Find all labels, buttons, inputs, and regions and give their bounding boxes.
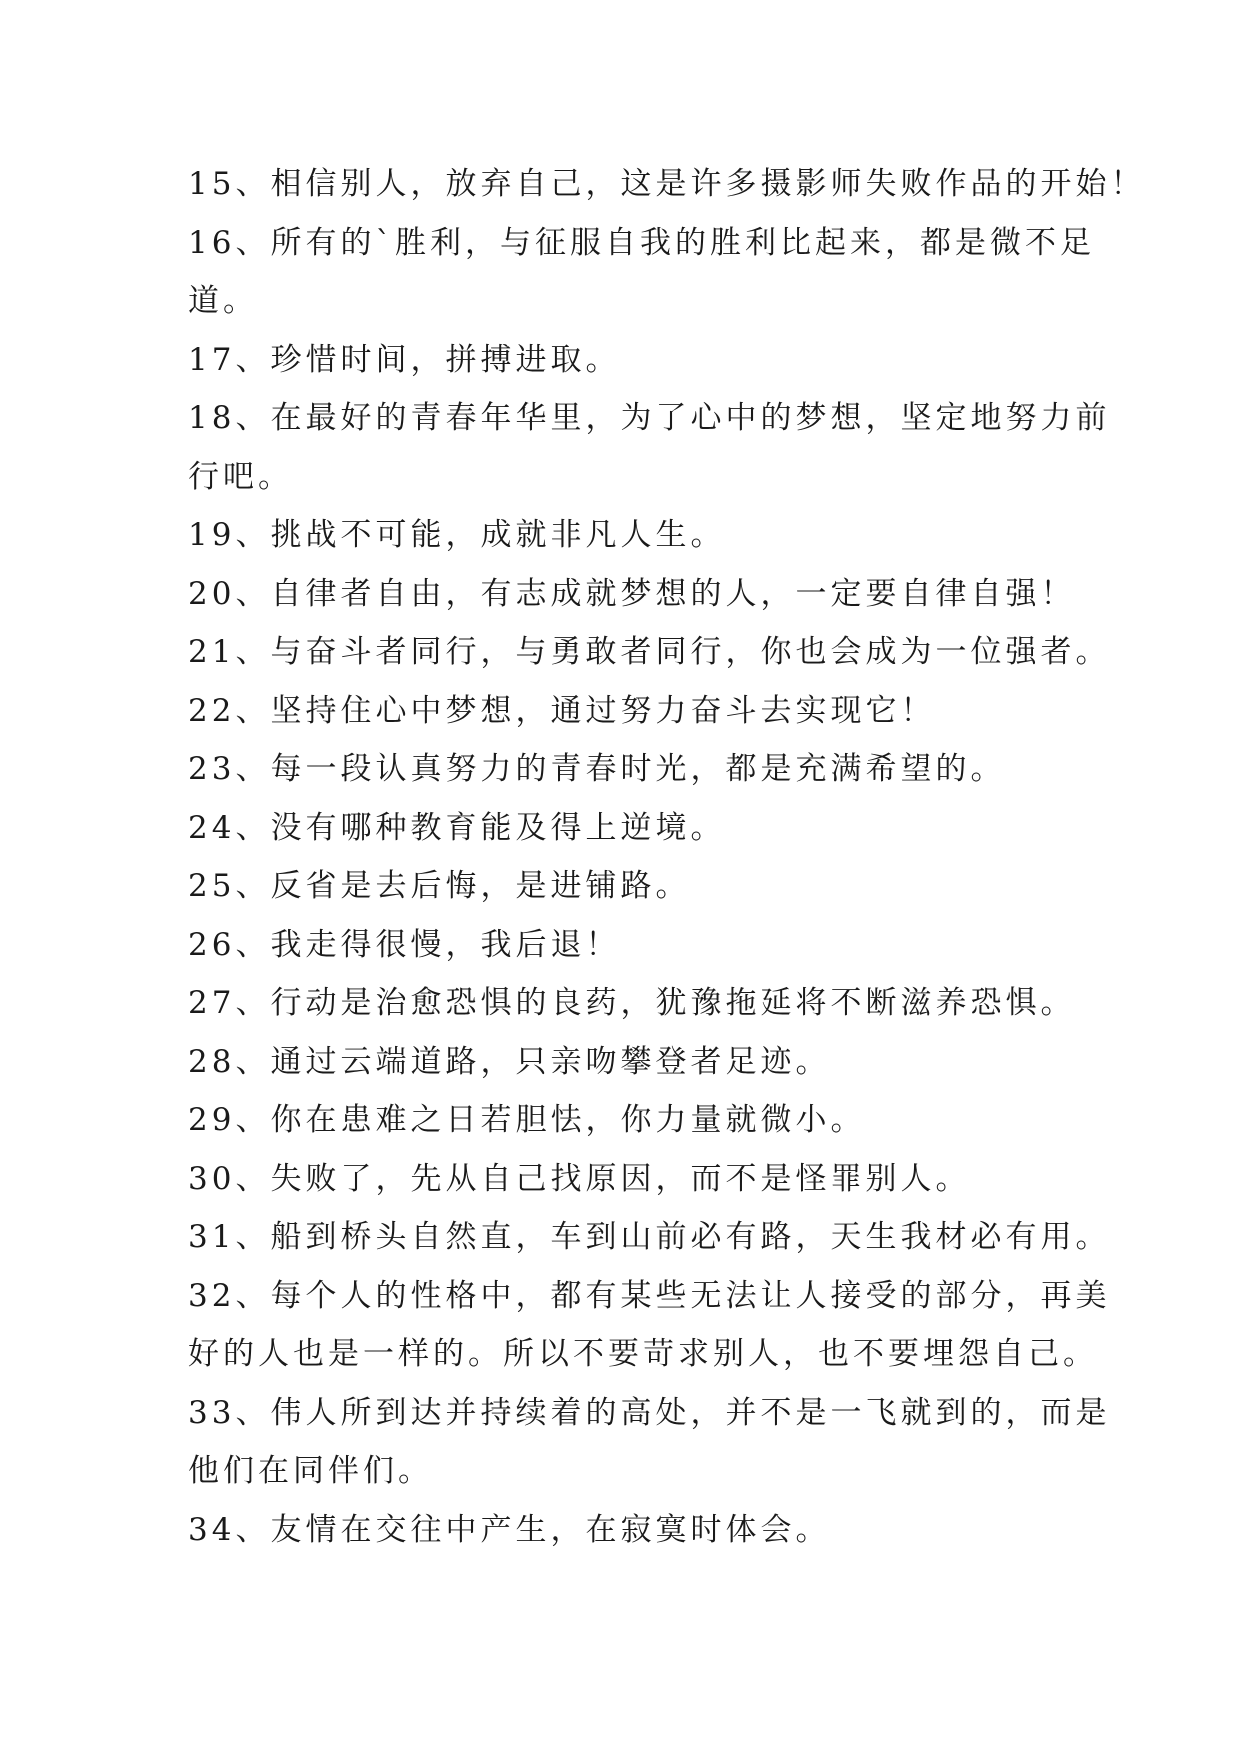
text-line: 21、与奋斗者同行，与勇敢者同行，你也会成为一位强者。 xyxy=(188,634,1111,670)
text-line: 33、伟人所到达并持续着的高处，并不是一飞就到的，而是 xyxy=(188,1394,1111,1431)
text-line: 17、珍惜时间，拼搏进取。 xyxy=(188,341,621,378)
text-line: 32、每个人的性格中，都有某些无法让人接受的部分，再美 xyxy=(188,1277,1111,1314)
text-line: 道。 xyxy=(188,283,258,319)
text-line: 28、通过云端道路，只亲吻攀登者足迹。 xyxy=(188,1043,831,1080)
text-line: 31、船到桥头自然直，车到山前必有路，天生我材必有用。 xyxy=(188,1219,1111,1255)
text-line: 23、每一段认真努力的青春时光，都是充满希望的。 xyxy=(188,751,1006,787)
text-line: 行吧。 xyxy=(188,458,293,495)
text-line: 20、自律者自由，有志成就梦想的人，一定要自律自强！ xyxy=(188,575,1076,612)
text-line: 30、失败了，先从自己找原因，而不是怪罪别人。 xyxy=(188,1160,971,1197)
text-line: 26、我走得很慢，我后退！ xyxy=(188,926,621,963)
text-line: 19、挑战不可能，成就非凡人生。 xyxy=(188,517,726,553)
text-line: 22、坚持住心中梦想，通过努力奋斗去实现它！ xyxy=(188,692,936,729)
text-line: 15、相信别人，放弃自己，这是许多摄影师失败作品的开始！ xyxy=(188,166,1146,202)
text-line: 24、没有哪种教育能及得上逆境。 xyxy=(188,809,726,846)
text-line: 27、行动是治愈恐惧的良药，犹豫拖延将不断滋养恐惧。 xyxy=(188,985,1076,1021)
text-line: 18、在最好的青春年华里，为了心中的梦想，坚定地努力前 xyxy=(188,400,1111,436)
text-line: 16、所有的`胜利，与征服自我的胜利比起来，都是微不足 xyxy=(188,224,1095,261)
text-line: 25、反省是去后悔，是进铺路。 xyxy=(188,868,691,904)
text-line: 29、你在患难之日若胆怯，你力量就微小。 xyxy=(188,1102,866,1138)
document-page xyxy=(188,155,1146,1559)
text-line: 34、友情在交往中产生，在寂寞时体会。 xyxy=(188,1511,831,1548)
text-line: 他们在同伴们。 xyxy=(188,1453,433,1489)
text-line: 好的人也是一样的。所以不要苛求别人，也不要埋怨自己。 xyxy=(188,1336,1098,1372)
